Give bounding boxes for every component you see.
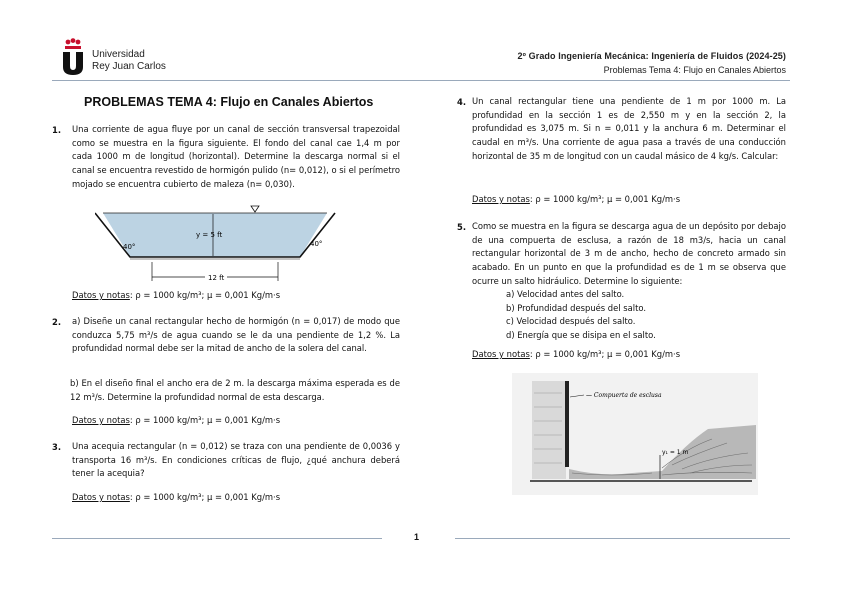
footer-rule-right [455,538,790,539]
university-name [92,49,166,73]
university-line1: Universidad [92,49,145,60]
problem-5-datos: Datos y notas: ρ = 1000 kg/m³; μ = 0,001 Kg/m·s [472,349,681,359]
datos-label: Datos y notas [72,290,130,300]
width-label: 12 ft [208,274,225,282]
datos-values: ρ = 1000 kg/m³; μ = 0,001 Kg/m·s [135,415,281,425]
problem-number: 5. [457,222,467,232]
depth-label: y = 5 ft [196,231,223,239]
problem-text: Una acequia rectangular (n = 0,012) se traza con una pendiente de 0,0036 y transporta 16 m³/s. En condiciones críticas de flujo, ¿qué anchura deberá tener la acequia? [72,441,400,479]
page-header-right [518,49,786,77]
problem-text-b: b) En el diseño final el ancho era de 2 m. la descarga máxima esperada es de 12 m³/s. Determine la profundidad normal de esta descarga. [70,378,400,402]
header-rule [52,80,790,81]
question-list [506,288,766,343]
footer-rule-left [52,538,382,539]
left-angle-label: 40° [123,243,136,251]
university-line2: Rey Juan Carlos [92,61,166,72]
problem-3-datos: Datos y notas: ρ = 1000 kg/m³; μ = 0,001 Kg/m·s [72,492,281,502]
page-number: 1 [414,532,420,542]
problem-number: 2. [52,317,62,327]
problem-number: 3. [52,442,62,452]
datos-values: ρ = 1000 kg/m³; μ = 0,001 Kg/m·s [135,492,281,502]
problem-4-datos: Datos y notas: ρ = 1000 kg/m³; μ = 0,001 Kg/m·s [472,194,681,204]
question-item: a) Velocidad antes del salto. [506,289,625,299]
problem-2-datos: Datos y notas: ρ = 1000 kg/m³; μ = 0,001 Kg/m·s [72,415,281,425]
problem-text: Un canal rectangular tiene una pendiente de 1 m por 1000 m. La profundidad en la sección 1 es de 2,550 m y en la sección 2, la profundidad es 3,075 m. Si n = 0,011 y la anchura 6 m. Determinar el caudal en m³/s. Una corriente de agua pasa a través de una conducción horizontal de 35 m de longitud con un caudal másico de 4 kg/s. Calcular: [472,96,786,161]
course-title: 2º Grado Ingeniería Mecánica: Ingeniería de Fluidos (2024-25) [517,51,786,61]
problem-number: 4. [457,97,467,107]
problem-1-datos: Datos y notas: ρ = 1000 kg/m³; μ = 0,001 Kg/m·s [72,290,281,300]
question-item: d) Energía que se disipa en el salto. [506,330,656,341]
header-subtitle: Problemas Tema 4: Flujo en Canales Abiertos [603,65,786,75]
depth-y1-label: y₁ = 1 m [662,449,689,456]
datos-label: Datos y notas [472,194,530,204]
datos-values: ρ = 1000 kg/m³; μ = 0,001 Kg/m·s [135,290,281,300]
question-item: b) Profundidad después del salto. [506,302,647,313]
datos-label: Datos y notas [472,349,530,359]
trapezoidal-channel-figure [95,205,340,283]
datos-values: ρ = 1000 kg/m³; μ = 0,001 Kg/m·s [535,194,681,204]
datos-values: ρ = 1000 kg/m³; μ = 0,001 Kg/m·s [535,349,681,359]
university-logo [60,38,86,76]
datos-label: Datos y notas [72,492,130,502]
question-item: c) Velocidad después del salto. [506,316,636,327]
problem-text-a: a) Diseñe un canal rectangular hecho de hormigón (n = 0,017) de modo que conduzca 5,75 m³/s de agua cuando se le da una pendiente de 1,2 %. La profundidad normal debe ser la mitad de ancho de la solera del canal. [72,316,400,354]
page-title: PROBLEMAS TEMA 4: Flujo en Canales Abiertos [84,95,374,109]
datos-label: Datos y notas [72,415,130,425]
sluice-gate-figure [512,373,758,495]
right-angle-label: 40° [310,240,323,248]
problem-text: Una corriente de agua fluye por un canal de sección transversal trapezoidal como se muestra en la figura siguiente. El fondo del canal cae 1,4 m por cada 1000 m de longitud (horizontal). Determine la descarga normal si el canal se encuentra revestido de hormigón pulido (n= 0,012), o si el perímetro mojado se encuentra cubierto de maleza (n= 0,030). [72,124,400,189]
problem-number: 1. [52,125,62,135]
problem-text: Como se muestra en la figura se descarga agua de un depósito por debajo de una compuerta de esclusa, a razón de 18 m3/s, hacia un canal rectangular horizontal de 3 m de ancho, hecho de concreto armado sin acabado. En un punto en que la profundidad es de 1 m se observa que ocurre un salto hidráulico. Determine lo siguiente: [472,221,786,286]
gate-label: — Compuerta de esclusa [586,392,662,399]
